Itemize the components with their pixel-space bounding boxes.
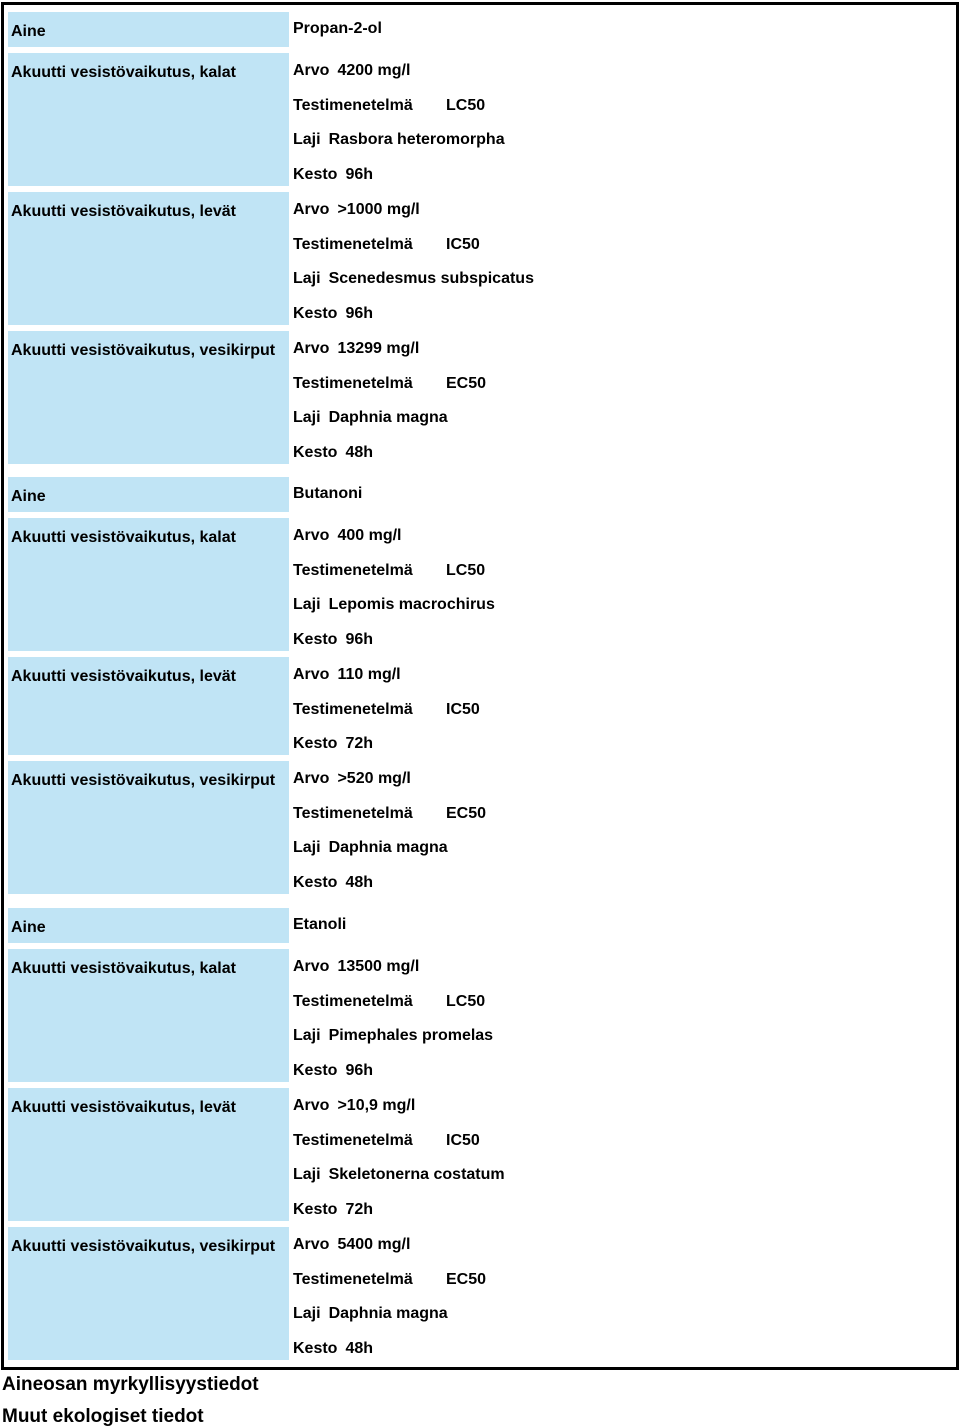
method-line — [293, 235, 553, 255]
arvo-label: Arvo — [293, 770, 330, 787]
laji-value: Daphnia magna — [328, 409, 448, 426]
laji-line — [293, 269, 534, 289]
arvo-label: Arvo — [293, 62, 330, 79]
method-line — [293, 374, 553, 394]
method-line — [293, 561, 553, 581]
kesto-label: Kesto — [293, 443, 338, 461]
kesto-line — [293, 304, 373, 324]
method-value: LC50 — [446, 992, 486, 1010]
laji-value: Daphnia magna — [328, 1305, 448, 1322]
test-type-label: Akuutti vesistövaikutus, kalat — [8, 518, 289, 651]
laji-value: Scenedesmus subspicatus — [328, 270, 534, 287]
laji-label: Laji — [293, 1166, 321, 1183]
test-type-label: Akuutti vesistövaikutus, levät — [8, 192, 289, 325]
kesto-label: Kesto — [293, 735, 338, 752]
method-label: Testimenetelmä — [293, 235, 413, 253]
method-label: Testimenetelmä — [293, 700, 413, 718]
kesto-line — [293, 1339, 373, 1359]
arvo-label: Arvo — [293, 527, 330, 544]
test-type-label: Akuutti vesistövaikutus, levät — [8, 1088, 289, 1221]
test-type-label: Akuutti vesistövaikutus, levät — [8, 657, 289, 755]
arvo-value: >10,9 mg/l — [337, 1097, 416, 1114]
method-label: Testimenetelmä — [293, 1270, 413, 1288]
method-label: Testimenetelmä — [293, 992, 413, 1010]
method-label: Testimenetelmä — [293, 561, 413, 579]
laji-label: Laji — [293, 1027, 321, 1044]
laji-value: Lepomis macrochirus — [328, 596, 495, 613]
method-line — [293, 96, 553, 116]
substance-name: Propan-2-ol — [293, 20, 382, 37]
kesto-label: Kesto — [293, 630, 338, 648]
kesto-line — [293, 873, 373, 893]
arvo-label: Arvo — [293, 666, 330, 683]
section-title: Aineosan myrkyllisyystiedot — [2, 1374, 259, 1395]
kesto-line — [293, 1200, 373, 1220]
method-label: Testimenetelmä — [293, 804, 413, 822]
laji-line — [293, 1304, 448, 1324]
aine-label: Aine — [8, 908, 289, 943]
arvo-line — [293, 957, 419, 977]
laji-line — [293, 130, 505, 150]
kesto-value: 48h — [345, 443, 374, 461]
method-value: EC50 — [446, 374, 487, 392]
kesto-line — [293, 734, 373, 754]
arvo-line — [293, 1235, 410, 1255]
arvo-value: 110 mg/l — [337, 666, 401, 683]
arvo-value: 13299 mg/l — [337, 340, 420, 357]
arvo-line — [293, 200, 420, 220]
aine-label: Aine — [8, 12, 289, 47]
kesto-value: 72h — [345, 1200, 374, 1218]
kesto-line — [293, 165, 373, 185]
laji-line — [293, 1026, 493, 1046]
kesto-value: 96h — [345, 1061, 374, 1079]
method-label: Testimenetelmä — [293, 1131, 413, 1149]
arvo-line — [293, 769, 411, 789]
arvo-line — [293, 339, 419, 359]
laji-label: Laji — [293, 270, 321, 287]
method-line — [293, 804, 553, 824]
aine-label: Aine — [8, 477, 289, 512]
laji-value: Pimephales promelas — [328, 1027, 494, 1044]
arvo-value: 5400 mg/l — [337, 1236, 411, 1253]
arvo-line — [293, 526, 401, 546]
laji-label: Laji — [293, 131, 321, 148]
kesto-label: Kesto — [293, 1200, 338, 1218]
laji-value: Daphnia magna — [328, 839, 448, 856]
laji-label: Laji — [293, 1305, 321, 1322]
laji-line — [293, 595, 495, 615]
kesto-label: Kesto — [293, 304, 338, 322]
kesto-value: 96h — [345, 304, 374, 322]
arvo-label: Arvo — [293, 1097, 330, 1114]
arvo-label: Arvo — [293, 340, 330, 357]
kesto-label: Kesto — [293, 1061, 338, 1079]
method-value: IC50 — [446, 1131, 480, 1149]
kesto-value: 96h — [345, 630, 374, 648]
method-line — [293, 1270, 553, 1290]
method-value: IC50 — [446, 700, 480, 718]
laji-label: Laji — [293, 839, 321, 856]
laji-value: Skeletonerna costatum — [328, 1166, 505, 1183]
method-label: Testimenetelmä — [293, 96, 413, 114]
method-line — [293, 992, 553, 1012]
test-type-label: Akuutti vesistövaikutus, kalat — [8, 949, 289, 1082]
kesto-value: 96h — [345, 165, 374, 183]
kesto-value: 72h — [345, 735, 374, 752]
laji-line — [293, 1165, 505, 1185]
arvo-value: >1000 mg/l — [337, 201, 420, 218]
method-value: IC50 — [446, 235, 480, 253]
substance-name: Butanoni — [293, 485, 363, 502]
kesto-value: 48h — [345, 1339, 374, 1357]
test-type-label: Akuutti vesistövaikutus, kalat — [8, 53, 289, 186]
arvo-value: 13500 mg/l — [337, 958, 420, 975]
method-value: LC50 — [446, 96, 486, 114]
arvo-value: 400 mg/l — [337, 527, 402, 544]
method-line — [293, 1131, 553, 1151]
kesto-line — [293, 630, 373, 650]
arvo-label: Arvo — [293, 1236, 330, 1253]
test-type-label: Akuutti vesistövaikutus, vesikirput — [8, 331, 289, 464]
next-section-title: Muut ekologiset tiedot — [2, 1406, 204, 1427]
kesto-label: Kesto — [293, 1339, 338, 1357]
arvo-value: >520 mg/l — [337, 770, 411, 787]
kesto-label: Kesto — [293, 873, 338, 891]
method-value: EC50 — [446, 1270, 487, 1288]
arvo-line — [293, 665, 401, 685]
arvo-label: Arvo — [293, 201, 330, 218]
kesto-label: Kesto — [293, 165, 338, 183]
method-line — [293, 700, 553, 720]
arvo-value: 4200 mg/l — [337, 62, 411, 79]
laji-line — [293, 838, 448, 858]
substance-name: Etanoli — [293, 916, 347, 933]
test-type-label: Akuutti vesistövaikutus, vesikirput — [8, 1227, 289, 1360]
laji-value: Rasbora heteromorpha — [328, 131, 505, 148]
method-value: EC50 — [446, 804, 487, 822]
arvo-line — [293, 61, 410, 81]
test-type-label: Akuutti vesistövaikutus, vesikirput — [8, 761, 289, 894]
laji-label: Laji — [293, 409, 321, 426]
kesto-value: 48h — [345, 873, 374, 891]
arvo-label: Arvo — [293, 958, 330, 975]
kesto-line — [293, 1061, 373, 1081]
kesto-line — [293, 443, 373, 463]
method-value: LC50 — [446, 561, 486, 579]
method-label: Testimenetelmä — [293, 374, 413, 392]
laji-label: Laji — [293, 596, 321, 613]
laji-line — [293, 408, 448, 428]
arvo-line — [293, 1096, 415, 1116]
